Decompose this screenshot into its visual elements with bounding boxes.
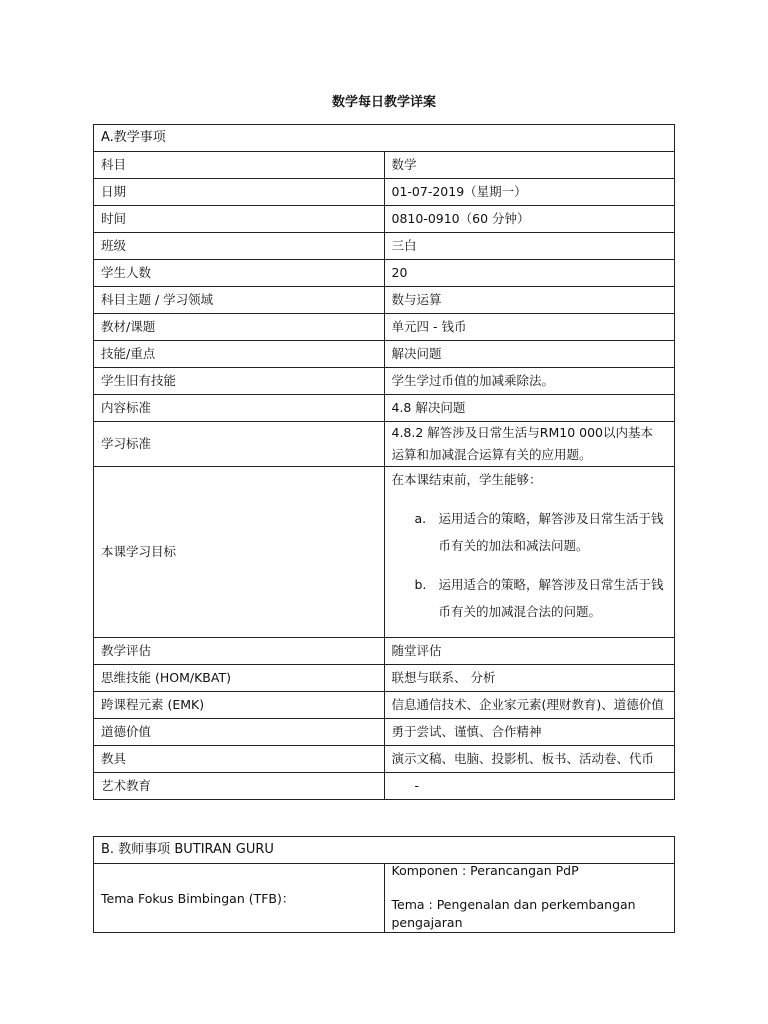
row-value-art-education: - (384, 773, 675, 800)
row-label-art-education: 艺术教育 (94, 773, 385, 800)
objectives-cell (384, 467, 675, 638)
table-row (94, 368, 675, 395)
row-value-subject: 数学 (384, 152, 675, 179)
section-b-heading: B. 教师事项 BUTIRAN GURU (94, 837, 675, 864)
row-value-skill: 解决问题 (384, 341, 675, 368)
komponen-text: Komponen : Perancangan PdP (391, 863, 579, 878)
table-row (94, 773, 675, 800)
table-row (94, 287, 675, 314)
list-item (392, 571, 675, 625)
objective-text-a: 运用适合的策略，解答涉及日常生活于钱币有关的加法和减法问题。 (438, 511, 664, 553)
row-value-material: 单元四 - 钱币 (384, 314, 675, 341)
row-label-student-count: 学生人数 (94, 260, 385, 287)
table-row (94, 206, 675, 233)
table-row (94, 719, 675, 746)
tfb-label: Tema Fokus Bimbingan (TFB)： (101, 890, 295, 906)
row-label-moral-value: 道德价值 (94, 719, 385, 746)
row-value-class: 三白 (384, 233, 675, 260)
table-row (94, 638, 675, 665)
row-label-teaching-aids: 教具 (94, 746, 385, 773)
row-value-thinking-skill: 联想与联系、 分析 (384, 665, 675, 692)
objective-mark-a: a. (414, 511, 427, 526)
section-a-heading: A.教学事项 (94, 125, 675, 152)
objectives-intro: 在本课结束前，学生能够： (391, 472, 542, 487)
table-row (94, 395, 675, 422)
table-row (94, 746, 675, 773)
table-row (94, 260, 675, 287)
table-row (94, 179, 675, 206)
row-label-skill: 技能/重点 (94, 341, 385, 368)
tfb-value-cell (384, 864, 675, 933)
row-label-thinking-skill: 思维技能 (HOM/KBAT) (94, 665, 385, 692)
row-value-topic: 数与运算 (384, 287, 675, 314)
row-label-time: 时间 (94, 206, 385, 233)
tema-text: Tema : Pengenalan dan perkembangan pengajaran (391, 897, 636, 930)
table-row (94, 692, 675, 719)
document-title: 数学每日教学详案 (331, 95, 436, 110)
row-label-material: 教材/课题 (94, 314, 385, 341)
row-value-date: 01-07-2019（星期一） (384, 179, 675, 206)
row-value-assessment: 随堂评估 (384, 638, 675, 665)
row-label-learning-standard: 学习标准 (94, 422, 385, 467)
row-label-prior-skill: 学生旧有技能 (94, 368, 385, 395)
section-b-table (93, 836, 675, 933)
table-row (94, 152, 675, 179)
objective-mark-b: b. (414, 577, 427, 592)
table-row (94, 864, 675, 933)
row-value-prior-skill: 学生学过币值的加减乘除法。 (384, 368, 675, 395)
row-value-emk: 信息通信技术、企业家元素(理财教育)、道德价值 (384, 692, 675, 719)
list-item (392, 505, 675, 559)
row-value-content-standard: 4.8 解决问题 (384, 395, 675, 422)
table-row (94, 233, 675, 260)
table-row (94, 314, 675, 341)
row-label-date: 日期 (94, 179, 385, 206)
tfb-label-cell (94, 864, 385, 933)
row-label-class: 班级 (94, 233, 385, 260)
row-value-teaching-aids: 演示文稿、电脑、投影机、板书、活动卷、代币 (384, 746, 675, 773)
row-label-content-standard: 内容标准 (94, 395, 385, 422)
section-a-table (93, 124, 675, 800)
row-value-student-count: 20 (384, 260, 675, 287)
row-value-time: 0810-0910（60 分钟） (384, 206, 675, 233)
table-row (94, 467, 675, 638)
row-label-emk: 跨课程元素 (EMK) (94, 692, 385, 719)
row-label-topic: 科目主题 / 学习领域 (94, 287, 385, 314)
table-row (94, 665, 675, 692)
table-row (94, 341, 675, 368)
table-row (94, 422, 675, 467)
row-value-moral-value: 勇于尝试、谨慎、合作精神 (384, 719, 675, 746)
row-label-objectives: 本课学习目标 (94, 467, 385, 638)
row-label-subject: 科目 (94, 152, 385, 179)
row-label-assessment: 教学评估 (94, 638, 385, 665)
objective-text-b: 运用适合的策略，解答涉及日常生活于钱币有关的加减混合法的问题。 (438, 577, 664, 619)
row-value-learning-standard: 4.8.2 解答涉及日常生活与RM10 000以内基本运算和加减混合运算有关的应用题。 (384, 422, 675, 467)
